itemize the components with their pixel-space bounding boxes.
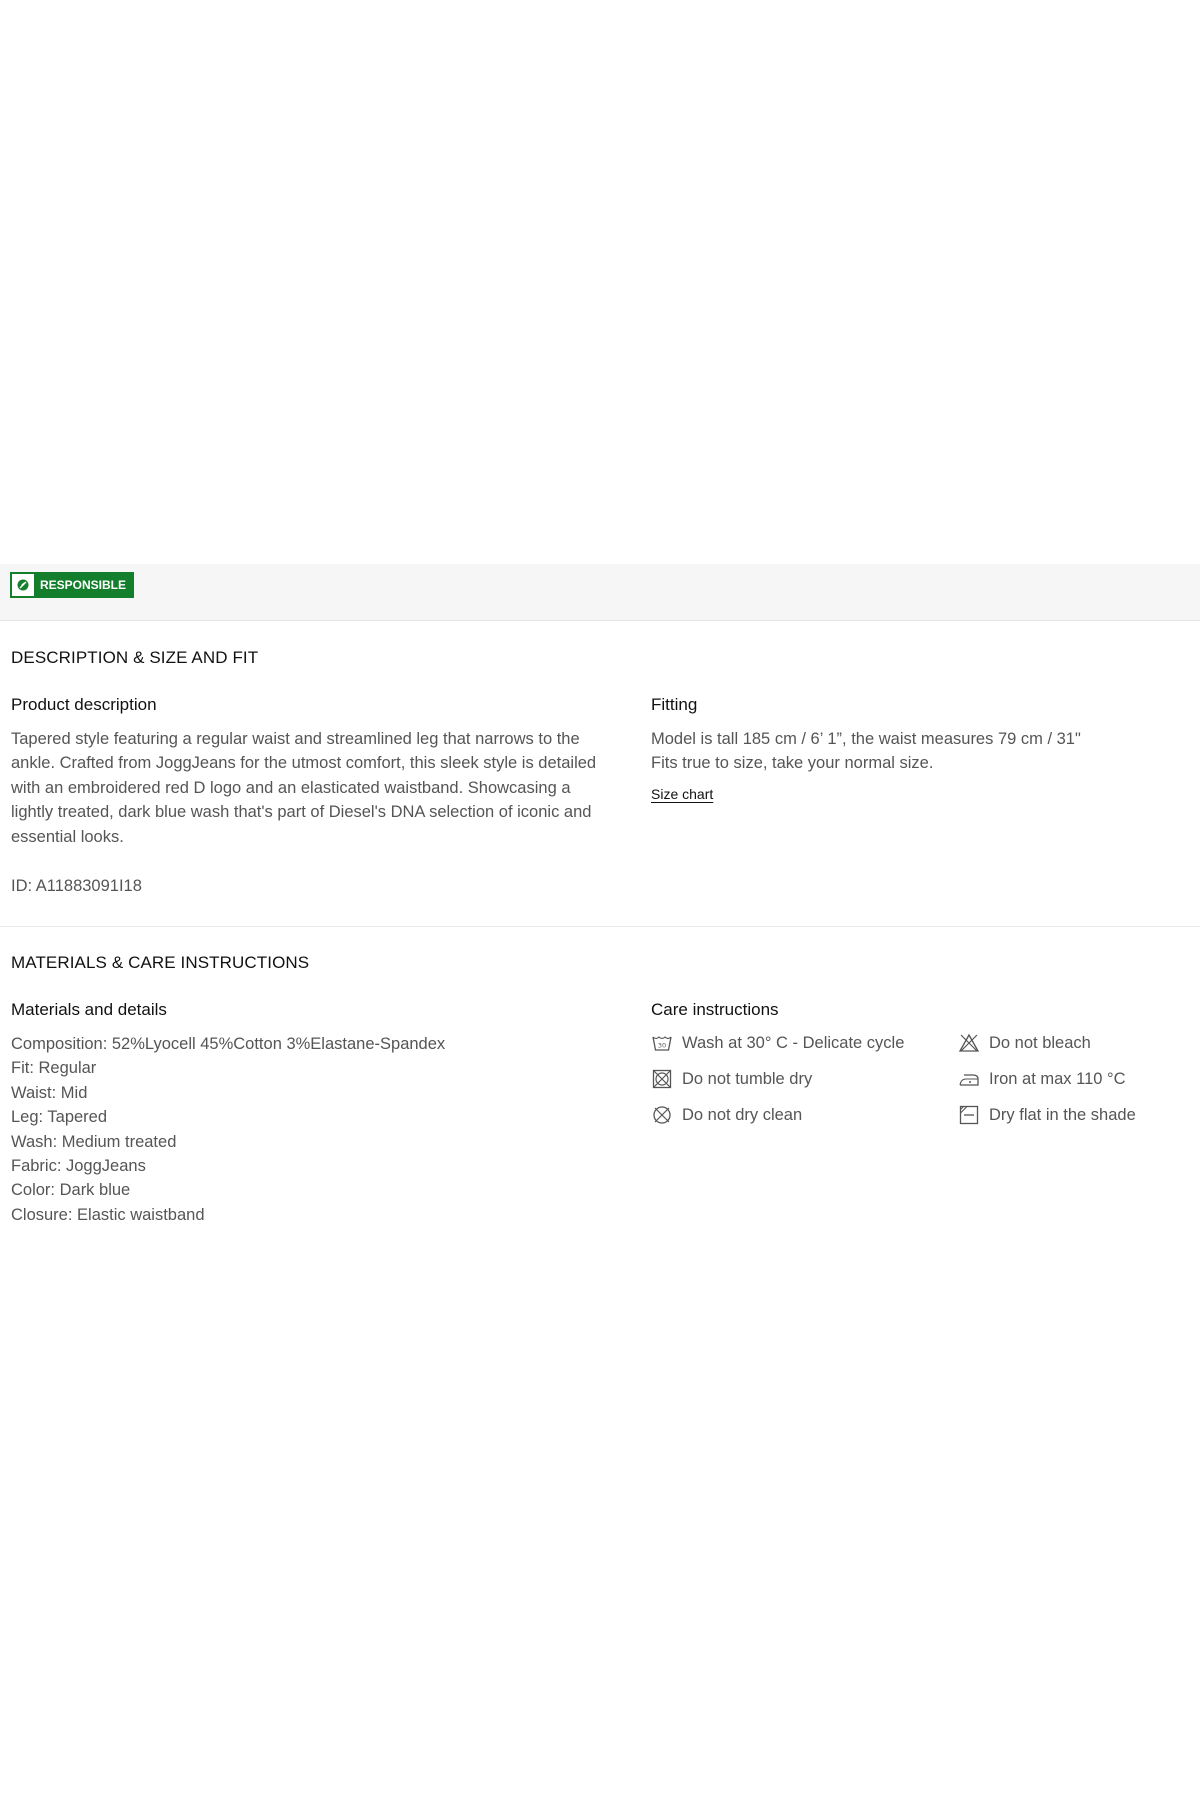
material-item-fabric: Fabric: JoggJeans	[11, 1156, 146, 1175]
care-item-dry-flat	[958, 1104, 1136, 1126]
product-description-text: Tapered style featuring a regular waist and streamlined leg that narrows to the ankle. Crafted from JoggJeans for the utmost comfort, this sleek style is detailed with an embroidered red D logo and an elasticated waistband. Showcasing a lightly treated, dark blue wash that's part of Diesel's DNA selection of iconic and essential looks.	[11, 730, 597, 846]
fitting-model-info: Model is tall 185 cm / 6’ 1”, the waist measures 79 cm / 31"	[651, 730, 1081, 748]
svg-text:30: 30	[657, 1041, 667, 1050]
responsible-badge-band	[0, 564, 1200, 621]
section-divider	[0, 926, 1200, 927]
responsible-badge-label: RESPONSIBLE	[40, 578, 127, 592]
care-item-label: Wash at 30° C - Delicate cycle	[682, 1033, 905, 1052]
leaf-icon	[12, 574, 34, 596]
care-item-label: Do not dry clean	[682, 1105, 803, 1124]
product-description-heading: Product description	[11, 695, 157, 714]
no-dry-clean-icon	[651, 1104, 673, 1126]
care-item-bleach	[958, 1032, 1091, 1054]
material-item-waist: Waist: Mid	[11, 1083, 88, 1102]
care-item-label: Do not bleach	[989, 1033, 1091, 1052]
iron-low-icon	[958, 1068, 980, 1090]
product-id: ID: A11883091I18	[11, 877, 142, 895]
materials-section-title: MATERIALS & CARE INSTRUCTIONS	[11, 953, 310, 972]
material-item-leg: Leg: Tapered	[11, 1108, 108, 1127]
care-item-tumble	[651, 1068, 812, 1090]
care-item-dry-clean	[651, 1104, 802, 1126]
material-item-closure: Closure: Elastic waistband	[11, 1205, 205, 1224]
materials-list	[11, 1032, 445, 1227]
care-item-label: Dry flat in the shade	[989, 1105, 1136, 1124]
material-item-composition: Composition: 52%Lyocell 45%Cotton 3%Elastane-Spandex	[11, 1035, 446, 1053]
material-item-wash: Wash: Medium treated	[11, 1132, 177, 1151]
description-section-title: DESCRIPTION & SIZE AND FIT	[11, 648, 259, 667]
no-tumble-dry-icon	[651, 1068, 673, 1090]
no-bleach-icon	[958, 1032, 980, 1054]
material-item-fit: Fit: Regular	[11, 1059, 97, 1078]
fitting-size-advice: Fits true to size, take your normal size.	[651, 754, 934, 772]
wash-30-icon	[651, 1032, 673, 1054]
care-item-iron	[958, 1068, 1126, 1090]
dry-flat-shade-icon	[958, 1104, 980, 1126]
care-item-wash	[651, 1032, 904, 1054]
size-chart-link[interactable]: Size chart	[651, 786, 714, 802]
care-item-label: Do not tumble dry	[682, 1069, 813, 1088]
care-item-label: Iron at max 110 °C	[989, 1069, 1126, 1088]
material-item-color: Color: Dark blue	[11, 1181, 131, 1200]
responsible-badge	[10, 572, 134, 598]
materials-heading: Materials and details	[11, 1000, 167, 1019]
care-heading: Care instructions	[651, 1000, 779, 1019]
fitting-heading: Fitting	[651, 695, 698, 714]
